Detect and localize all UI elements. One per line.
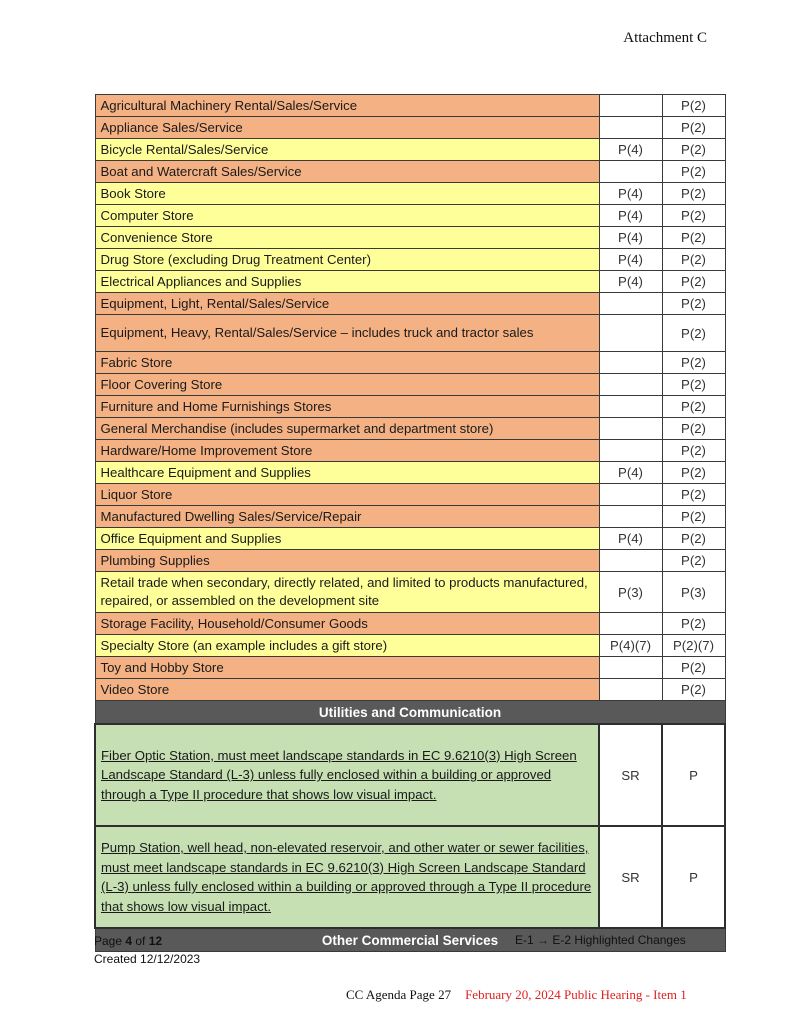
table-row bbox=[95, 635, 725, 657]
permission-cell-2: P(2) bbox=[662, 293, 725, 315]
permission-cell-2: P(2) bbox=[662, 418, 725, 440]
use-name-cell: Bicycle Rental/Sales/Service bbox=[95, 139, 599, 161]
permission-cell-2: P bbox=[662, 724, 725, 826]
permission-cell-2: P(2) bbox=[662, 95, 725, 117]
use-name-cell: Equipment, Heavy, Rental/Sales/Service – includes truck and tractor sales bbox=[95, 315, 599, 352]
public-hearing-note: February 20, 2024 Public Hearing - Item 1 bbox=[465, 987, 687, 1002]
table-row bbox=[95, 440, 725, 462]
use-name-cell: Appliance Sales/Service bbox=[95, 117, 599, 139]
permission-cell-2: P(3) bbox=[662, 572, 725, 613]
table-row bbox=[95, 374, 725, 396]
use-name-cell: Healthcare Equipment and Supplies bbox=[95, 462, 599, 484]
permission-cell-2: P(2) bbox=[662, 396, 725, 418]
use-name-cell: Retail trade when secondary, directly related, and limited to products manufactured, repaired, or assembled on the development site bbox=[95, 572, 599, 613]
use-name-cell: Specialty Store (an example includes a gift store) bbox=[95, 635, 599, 657]
use-name-cell: Convenience Store bbox=[95, 227, 599, 249]
permission-cell-1: P(4) bbox=[599, 528, 662, 550]
use-name-cell: Furniture and Home Furnishings Stores bbox=[95, 396, 599, 418]
permission-cell-1: P(4) bbox=[599, 249, 662, 271]
footer-left bbox=[94, 932, 200, 968]
permission-cell-2: P(2) bbox=[662, 679, 725, 701]
permission-cell-1: SR bbox=[599, 826, 662, 928]
table-row bbox=[95, 724, 725, 826]
permission-cell-1: P(4) bbox=[599, 462, 662, 484]
permission-cell-1 bbox=[599, 161, 662, 183]
permission-cell-2: P(2) bbox=[662, 139, 725, 161]
permission-cell-1 bbox=[599, 484, 662, 506]
table-row bbox=[95, 139, 725, 161]
table-row bbox=[95, 293, 725, 315]
permission-cell-1: P(4) bbox=[599, 271, 662, 293]
permission-cell-2: P(2) bbox=[662, 315, 725, 352]
use-name-cell: Drug Store (excluding Drug Treatment Center) bbox=[95, 249, 599, 271]
table-row bbox=[95, 249, 725, 271]
permission-cell-2: P(2) bbox=[662, 271, 725, 293]
use-name-cell: Electrical Appliances and Supplies bbox=[95, 271, 599, 293]
land-use-table bbox=[94, 94, 726, 952]
permission-cell-2: P bbox=[662, 826, 725, 928]
highlighted-changes-note: E-1 → E-2 Highlighted Changes bbox=[515, 933, 686, 947]
table-row bbox=[95, 506, 725, 528]
table-row bbox=[95, 352, 725, 374]
permission-cell-2: P(2) bbox=[662, 550, 725, 572]
permission-cell-2: P(2) bbox=[662, 352, 725, 374]
use-name-cell: Computer Store bbox=[95, 205, 599, 227]
permission-cell-2: P(2) bbox=[662, 506, 725, 528]
table-row bbox=[95, 484, 725, 506]
table-row bbox=[95, 657, 725, 679]
use-name-cell: Storage Facility, Household/Consumer Goods bbox=[95, 613, 599, 635]
permission-cell-1 bbox=[599, 117, 662, 139]
section-header-label: Utilities and Communication bbox=[95, 701, 725, 725]
permission-cell-2: P(2) bbox=[662, 484, 725, 506]
use-name-cell: Liquor Store bbox=[95, 484, 599, 506]
table-row bbox=[95, 679, 725, 701]
use-name-cell: Office Equipment and Supplies bbox=[95, 528, 599, 550]
permission-cell-2: P(2) bbox=[662, 657, 725, 679]
table-row bbox=[95, 396, 725, 418]
permission-cell-2: P(2) bbox=[662, 161, 725, 183]
section-header bbox=[95, 701, 725, 725]
use-name-cell: Agricultural Machinery Rental/Sales/Service bbox=[95, 95, 599, 117]
use-name-cell: Book Store bbox=[95, 183, 599, 205]
permission-cell-1 bbox=[599, 418, 662, 440]
permission-cell-1 bbox=[599, 440, 662, 462]
permission-cell-2: P(2) bbox=[662, 205, 725, 227]
table-row bbox=[95, 826, 725, 928]
use-name-cell: Fiber Optic Station, must meet landscape standards in EC 9.6210(3) High Screen Landscape Standard (L-3) unless fully enclosed within a building or approved through a Type II procedure that shows low visual impact. bbox=[95, 724, 599, 826]
table-row bbox=[95, 117, 725, 139]
permission-cell-1 bbox=[599, 679, 662, 701]
page-number: Page 4 of 12 bbox=[94, 934, 163, 948]
permission-cell-1 bbox=[599, 293, 662, 315]
agenda-footer bbox=[346, 987, 687, 1003]
permission-cell-2: P(2) bbox=[662, 613, 725, 635]
use-name-cell: Hardware/Home Improvement Store bbox=[95, 440, 599, 462]
use-name-cell: Toy and Hobby Store bbox=[95, 657, 599, 679]
created-date: Created 12/12/2023 bbox=[94, 952, 201, 966]
permission-cell-1 bbox=[599, 613, 662, 635]
permission-cell-2: P(2) bbox=[662, 374, 725, 396]
permission-cell-2: P(2) bbox=[662, 117, 725, 139]
table-row bbox=[95, 550, 725, 572]
permission-cell-1 bbox=[599, 374, 662, 396]
use-name-cell: Pump Station, well head, non-elevated reservoir, and other water or sewer facilities, must meet landscape standards in EC 9.6210(3) High Screen Landscape Standard (L-3) unless fully enclosed within a building or approved through a Type II procedure that shows low visual impact. bbox=[95, 826, 599, 928]
table-row bbox=[95, 528, 725, 550]
table-row bbox=[95, 183, 725, 205]
table-row bbox=[95, 271, 725, 293]
permission-cell-1: P(4) bbox=[599, 139, 662, 161]
permission-cell-2: P(2) bbox=[662, 227, 725, 249]
permission-cell-1 bbox=[599, 506, 662, 528]
table-row bbox=[95, 205, 725, 227]
permission-cell-1: SR bbox=[599, 724, 662, 826]
permission-cell-2: P(2)(7) bbox=[662, 635, 725, 657]
permission-cell-1 bbox=[599, 315, 662, 352]
permission-cell-2: P(2) bbox=[662, 440, 725, 462]
use-name-cell: Plumbing Supplies bbox=[95, 550, 599, 572]
table-row bbox=[95, 95, 725, 117]
use-name-cell: Floor Covering Store bbox=[95, 374, 599, 396]
use-name-cell: General Merchandise (includes supermarket and department store) bbox=[95, 418, 599, 440]
permission-cell-1 bbox=[599, 657, 662, 679]
table-row bbox=[95, 315, 725, 352]
table-row bbox=[95, 161, 725, 183]
use-name-cell: Video Store bbox=[95, 679, 599, 701]
table-row bbox=[95, 418, 725, 440]
table-body bbox=[95, 95, 725, 952]
permission-cell-2: P(2) bbox=[662, 462, 725, 484]
permission-cell-2: P(2) bbox=[662, 249, 725, 271]
permission-cell-1 bbox=[599, 550, 662, 572]
use-name-cell: Manufactured Dwelling Sales/Service/Repair bbox=[95, 506, 599, 528]
table-row bbox=[95, 613, 725, 635]
permission-cell-2: P(2) bbox=[662, 528, 725, 550]
table-row bbox=[95, 227, 725, 249]
section-header-label: Other Commercial Services bbox=[95, 928, 725, 952]
permission-cell-1 bbox=[599, 396, 662, 418]
attachment-label: Attachment C bbox=[623, 30, 707, 46]
agenda-page: CC Agenda Page 27 bbox=[346, 987, 452, 1002]
use-name-cell: Equipment, Light, Rental/Sales/Service bbox=[95, 293, 599, 315]
permission-cell-1 bbox=[599, 352, 662, 374]
table-row bbox=[95, 462, 725, 484]
permission-cell-1 bbox=[599, 95, 662, 117]
table-row bbox=[95, 572, 725, 613]
use-name-cell: Fabric Store bbox=[95, 352, 599, 374]
permission-cell-1: P(4)(7) bbox=[599, 635, 662, 657]
permission-cell-1: P(4) bbox=[599, 227, 662, 249]
permission-cell-2: P(2) bbox=[662, 183, 725, 205]
permission-cell-1: P(4) bbox=[599, 183, 662, 205]
use-name-cell: Boat and Watercraft Sales/Service bbox=[95, 161, 599, 183]
permission-cell-1: P(3) bbox=[599, 572, 662, 613]
permission-cell-1: P(4) bbox=[599, 205, 662, 227]
